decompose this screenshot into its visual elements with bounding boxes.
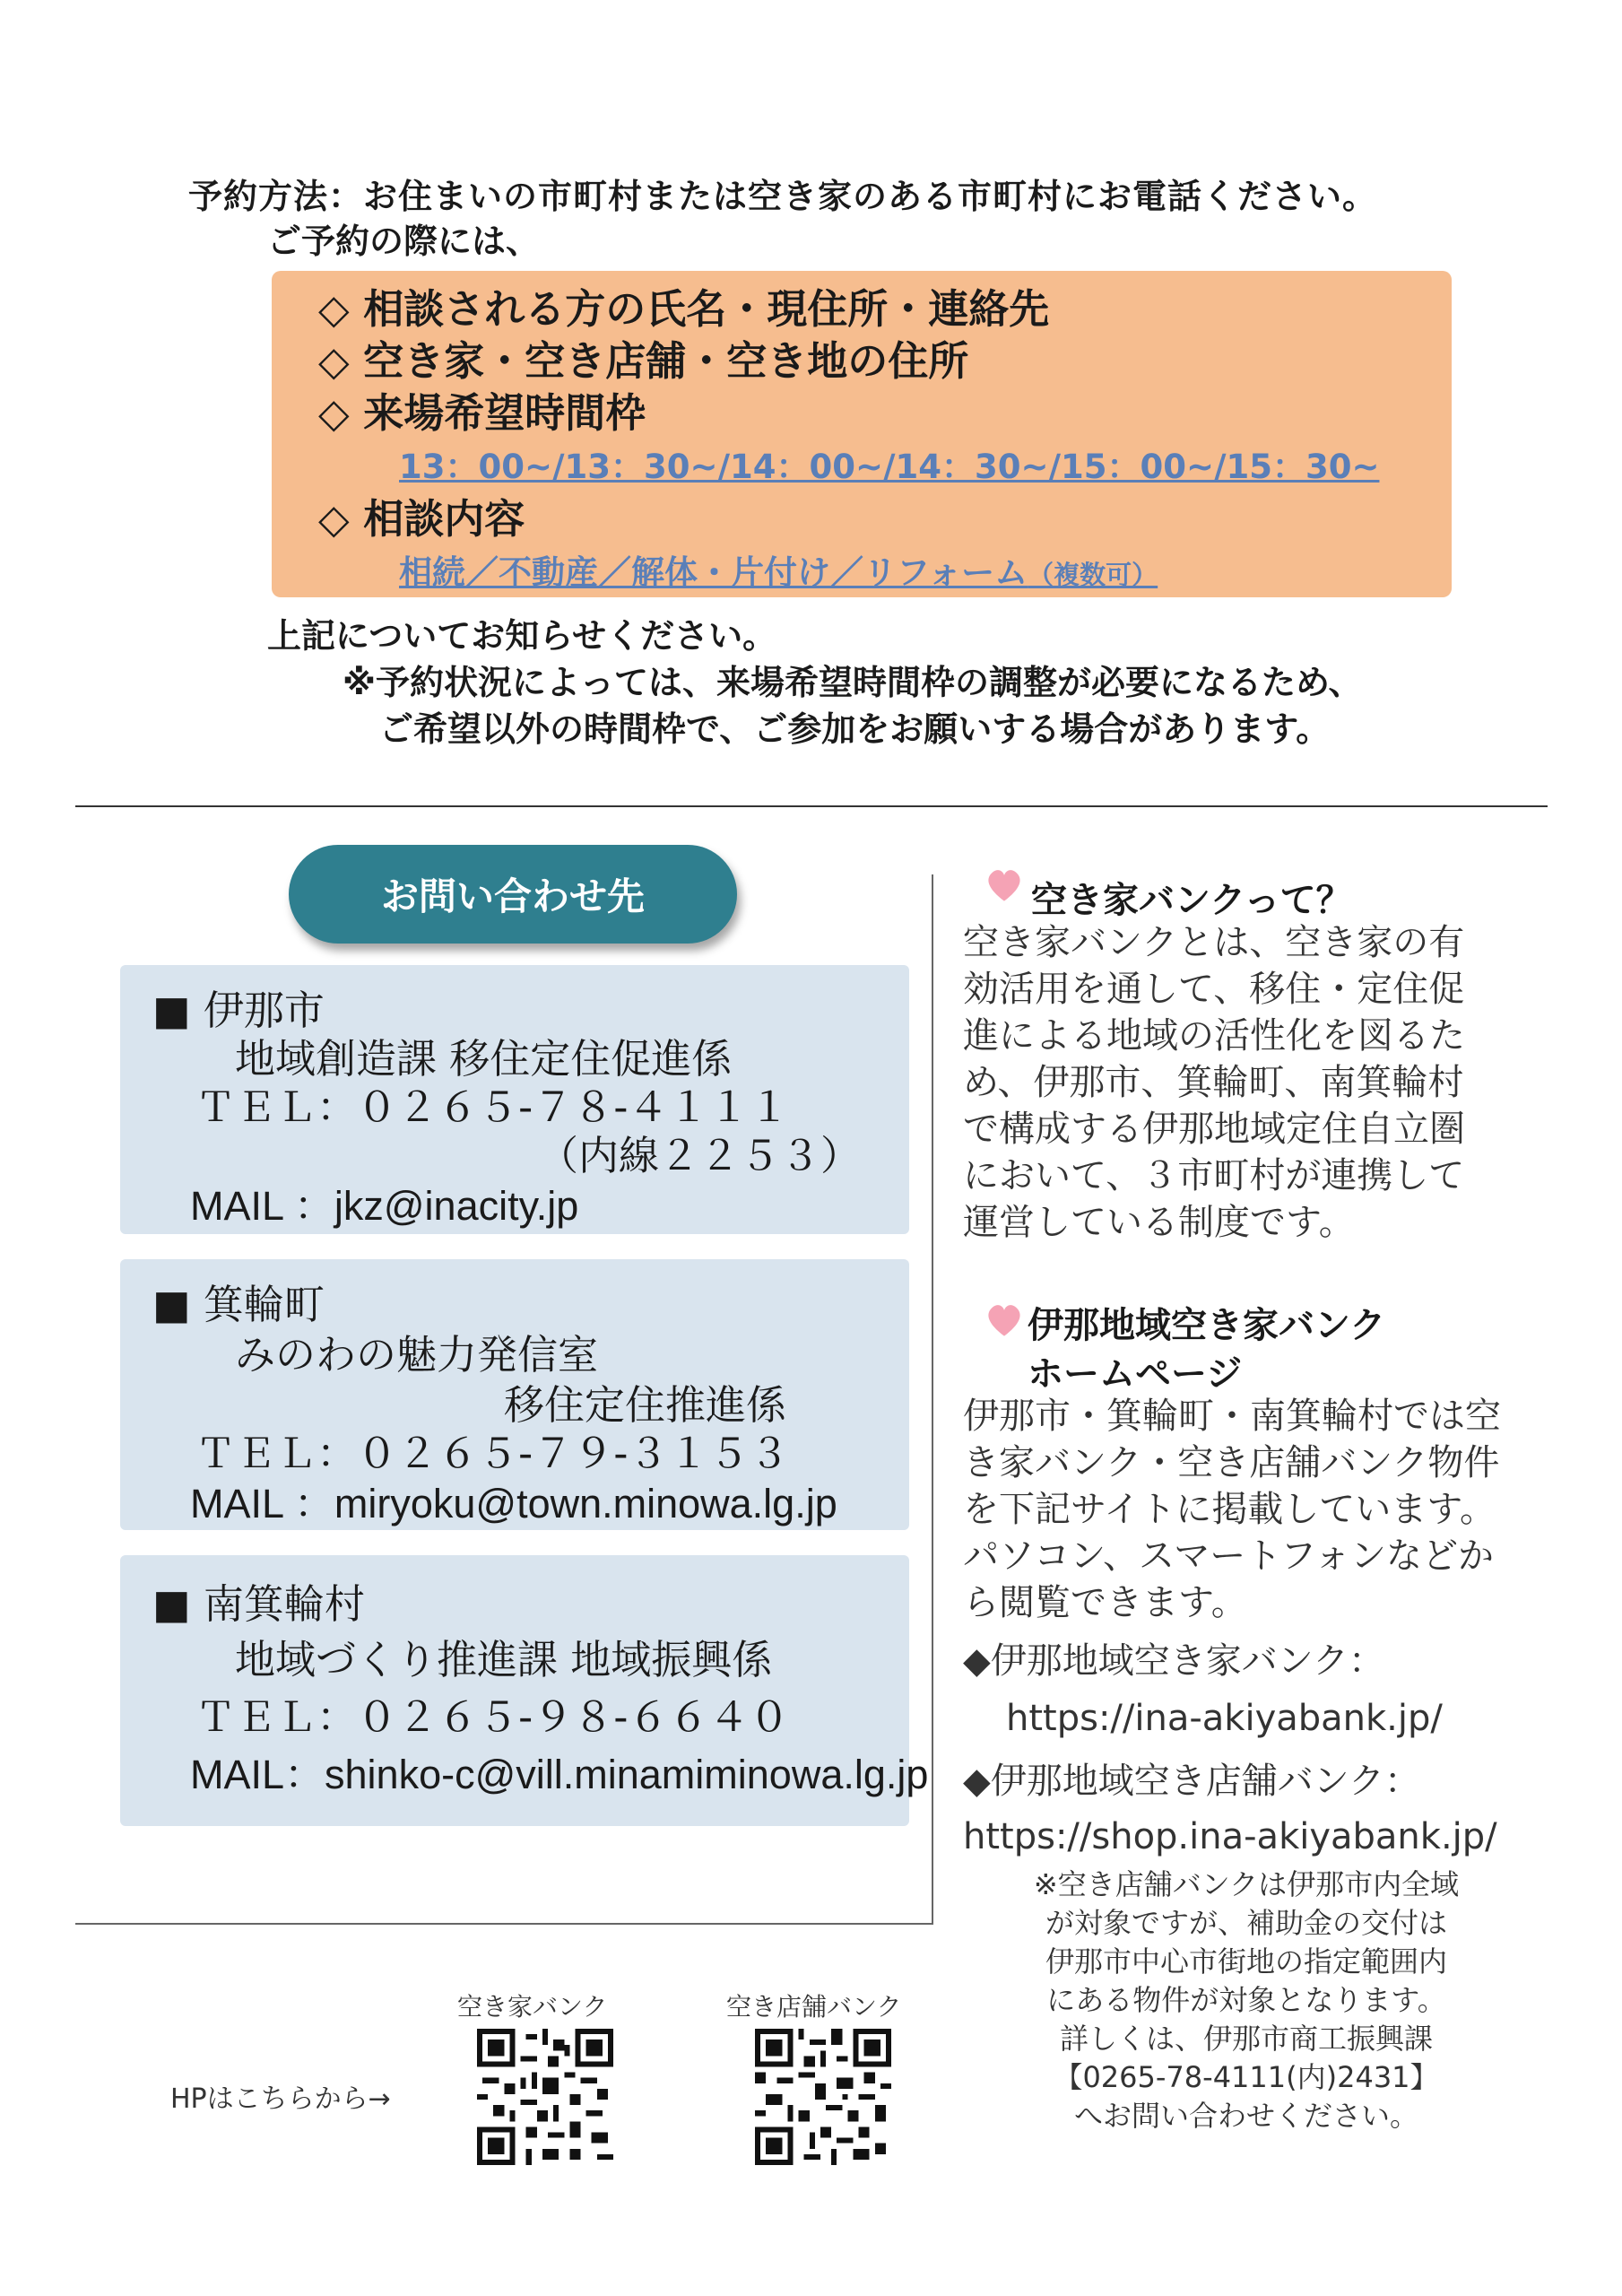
shop-bank-note-line: が対象ですが、補助金の交付は bbox=[1045, 1906, 1447, 1940]
qr-label-akiya: 空き家バンク bbox=[457, 1992, 608, 2022]
akiya-info-line: 空き家バンクとは、空き家の有 bbox=[963, 922, 1465, 963]
homepage-body bbox=[963, 1393, 1501, 1626]
contact-ina-mail[interactable]: MAIL ：jkz@inacity.jp bbox=[190, 1183, 579, 1229]
section-divider bbox=[75, 805, 1548, 807]
homepage-title-line2: ホームページ bbox=[1028, 1353, 1243, 1395]
homepage-body-line: を下記サイトに掲載しています。 bbox=[963, 1489, 1496, 1530]
qr-code-akiya-icon[interactable] bbox=[477, 2029, 613, 2165]
reservation-footer-line1: 上記についてお知らせください。 bbox=[267, 616, 777, 656]
akiya-info-line: 進による地域の活性化を図るた bbox=[963, 1015, 1465, 1057]
homepage-body-line: き家バンク・空き店舗バンク物件 bbox=[963, 1442, 1500, 1483]
shop-bank-link-url[interactable]: https://shop.ina-akiyabank.jp/ bbox=[963, 1816, 1497, 1857]
contact-ina-name: ■ 伊那市 bbox=[152, 987, 325, 1034]
akiya-info-line: 効活用を通して、移住・定住促 bbox=[963, 969, 1465, 1010]
shop-bank-note-line: ※空き店舗バンクは伊那市内全域 bbox=[1033, 1867, 1460, 1901]
akiya-info-line: で構成する伊那地域定住自立圏 bbox=[963, 1109, 1465, 1150]
akiya-info-line: め、伊那市、箕輪町、南箕輪村 bbox=[963, 1062, 1464, 1103]
contact-minamiminowa-mail[interactable]: MAIL：shinko-c@vill.minamiminowa.lg.jp bbox=[190, 1752, 929, 1797]
reservation-time-slots: 13：00~/13：30~/14：00~/14：30~/15：00~/15：30~ bbox=[399, 448, 1380, 486]
akiya-info-line: において、３市町村が連携して bbox=[963, 1155, 1465, 1196]
shop-bank-link-label: ◆伊那地域空き店舗バンク： bbox=[963, 1761, 1420, 1802]
consult-options-text: 相続／不動産／解体・片付け／リフォーム bbox=[399, 553, 1028, 592]
shop-bank-note-line: にある物件が対象となります。 bbox=[1046, 1983, 1446, 2017]
reservation-method-line: 予約方法：お住まいの市町村または空き家のある市町村にお電話ください。 bbox=[188, 177, 1378, 216]
homepage-body-line: ら閲覧できます。 bbox=[963, 1582, 1247, 1623]
akiya-bank-link-label: ◆伊那地域空き家バンク： bbox=[963, 1640, 1384, 1682]
reservation-intro: ご予約の際には、 bbox=[267, 222, 541, 261]
shop-bank-note-line: へお問い合わせください。 bbox=[1073, 2099, 1418, 2133]
consult-options-note: （複数可） bbox=[1028, 560, 1158, 590]
homepage-body-line: 伊那市・箕輪町・南箕輪村では空 bbox=[963, 1396, 1501, 1437]
shop-bank-note-line: 伊那市中心市街地の指定範囲内 bbox=[1045, 1944, 1447, 1979]
reservation-footer-line3: ご希望以外の時間枠で、ご参加をお願いする場合があります。 bbox=[379, 709, 1331, 749]
reservation-consult-options bbox=[399, 545, 1158, 594]
reservation-item-address: ◇ 空き家・空き店舗・空き地の住所 bbox=[318, 337, 969, 385]
akiya-info-body bbox=[963, 919, 1465, 1246]
homepage-title-line1: 伊那地域空き家バンク bbox=[1028, 1305, 1386, 1346]
contact-ina-ext: （内線２２５３） bbox=[538, 1132, 862, 1179]
contact-ina-tel: ＴＥＬ：０２６５-７８-４１１１ bbox=[195, 1083, 790, 1131]
contact-minowa-name: ■ 箕輪町 bbox=[152, 1281, 325, 1328]
heart-icon bbox=[984, 865, 1024, 905]
contact-minowa-dept2: 移住定住推進係 bbox=[504, 1381, 787, 1429]
reservation-footer-line2: ※予約状況によっては、来場希望時間枠の調整が必要になるため、 bbox=[343, 663, 1363, 702]
shop-bank-note-line: 詳しくは、伊那市商工振興課 bbox=[1059, 2022, 1433, 2056]
heart-icon bbox=[984, 1300, 1024, 1340]
contact-minowa-tel: ＴＥＬ：０２６５-７９-３１５３ bbox=[195, 1430, 790, 1477]
reservation-item-contact: ◇ 相談される方の氏名・現住所・連絡先 bbox=[318, 285, 1050, 333]
contact-minamiminowa-dept: 地域づくり推進課 地域振興係 bbox=[235, 1636, 773, 1683]
homepage-body-line: パソコン、スマートフォンなどか bbox=[963, 1535, 1494, 1577]
contact-minowa-mail[interactable]: MAIL ：miryoku@town.minowa.lg.jp bbox=[190, 1481, 837, 1526]
column-divider bbox=[932, 874, 933, 1924]
contact-minamiminowa-tel: ＴＥＬ：０２６５-９８-６６４０ bbox=[195, 1693, 790, 1741]
shop-bank-note bbox=[986, 1866, 1506, 2135]
contact-bottom-divider bbox=[75, 1923, 933, 1925]
qr-code-shop-icon[interactable] bbox=[755, 2029, 891, 2165]
contact-minamiminowa-name: ■ 南箕輪村 bbox=[152, 1580, 365, 1628]
contact-title-pill: お問い合わせ先 bbox=[289, 845, 737, 944]
contact-minowa-dept: みのわの魅力発信室 bbox=[235, 1331, 599, 1378]
akiya-info-line: 運営している制度です。 bbox=[963, 1202, 1355, 1243]
hp-link-label: HPはこちらから→ bbox=[170, 2083, 391, 2115]
akiya-info-title: 空き家バンクって？ bbox=[1031, 880, 1352, 921]
reservation-item-time: ◇ 来場希望時間枠 bbox=[318, 389, 646, 437]
akiya-bank-link-url[interactable]: https://ina-akiyabank.jp/ bbox=[1006, 1698, 1443, 1739]
contact-ina-dept: 地域創造課 移住定住促進係 bbox=[235, 1035, 733, 1083]
reservation-item-consult: ◇ 相談内容 bbox=[318, 495, 525, 543]
shop-bank-note-line: 【0265-78-4111(内)2431】 bbox=[1054, 2060, 1439, 2094]
qr-label-shop: 空き店舗バンク bbox=[726, 1992, 902, 2022]
